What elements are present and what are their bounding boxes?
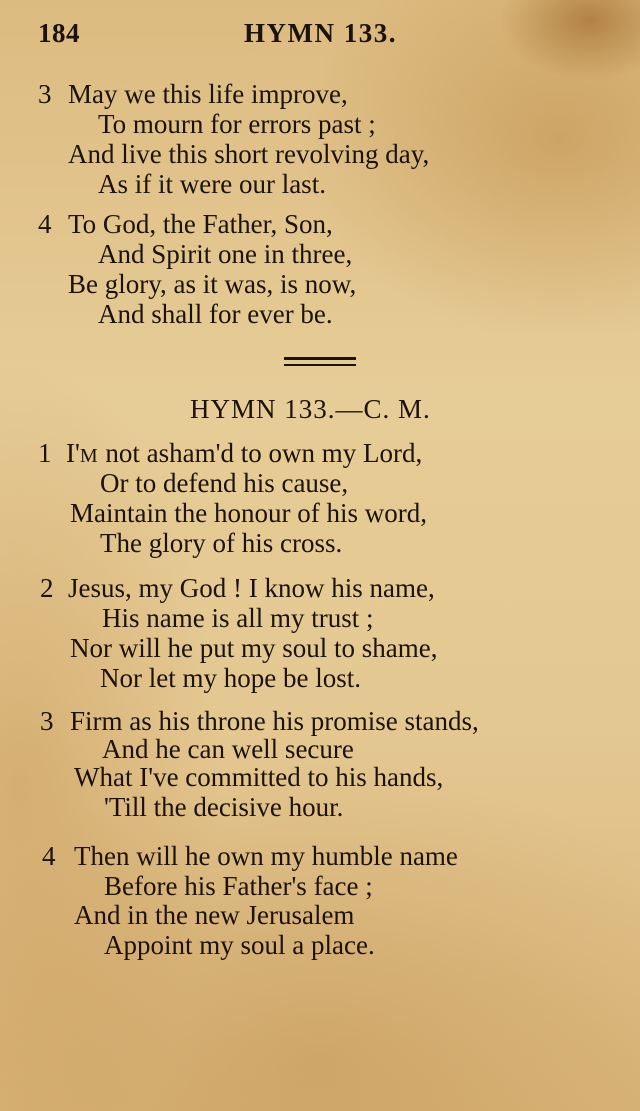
stanza-number: 1	[38, 438, 52, 468]
verse-line: Then will he own my humble name	[74, 841, 458, 871]
verse-line: Appoint my soul a place.	[104, 930, 375, 960]
running-header	[38, 18, 602, 52]
verse-line: 'Till the decisive hour.	[104, 792, 344, 822]
stanza-number: 4	[38, 209, 52, 239]
verse-line	[66, 438, 422, 471]
stanza-number: 3	[38, 79, 52, 109]
initial-word: I'	[66, 438, 80, 468]
verse-line: Firm as his throne his promise stands,	[70, 706, 479, 736]
running-title: HYMN 133.	[244, 18, 397, 48]
section-divider	[284, 364, 356, 366]
page-number: 184	[38, 18, 80, 48]
stanza-number: 4	[42, 841, 56, 871]
stanza-number: 3	[40, 706, 54, 736]
verse-line: Nor will he put my soul to shame,	[70, 633, 438, 663]
stanza-number: 2	[40, 573, 54, 603]
verse-line: And shall for ever be.	[98, 299, 333, 329]
verse-line: To mourn for errors past ;	[98, 109, 376, 139]
verse-line: And Spirit one in three,	[98, 239, 353, 269]
verse-line: Or to defend his cause,	[100, 468, 349, 498]
verse-line: His name is all my trust ;	[102, 603, 374, 633]
verse-line-rest: not asham'd to own my Lord,	[105, 438, 423, 468]
initial-word-small-caps: M	[79, 445, 99, 467]
verse-line: And live this short revolving day,	[68, 139, 430, 169]
verse-line: As if it were our last.	[98, 169, 326, 199]
verse-line: Jesus, my God ! I know his name,	[68, 573, 435, 603]
verse-line: May we this life improve,	[68, 79, 348, 109]
verse-line: Nor let my hope be lost.	[100, 663, 361, 693]
verse-line: Maintain the honour of his word,	[70, 498, 427, 528]
verse-line: And in the new Jerusalem	[74, 900, 355, 930]
verse-line: And he can well secure	[102, 734, 354, 764]
verse-line: Before his Father's face ;	[104, 871, 373, 901]
section-divider	[284, 357, 356, 360]
verse-line: Be glory, as it was, is now,	[68, 269, 357, 299]
verse-line: To God, the Father, Son,	[68, 209, 333, 239]
hymn-heading: HYMN 133.—C. M.	[190, 394, 431, 424]
verse-line: What I've committed to his hands,	[74, 762, 444, 792]
verse-line: The glory of his cross.	[100, 528, 343, 558]
